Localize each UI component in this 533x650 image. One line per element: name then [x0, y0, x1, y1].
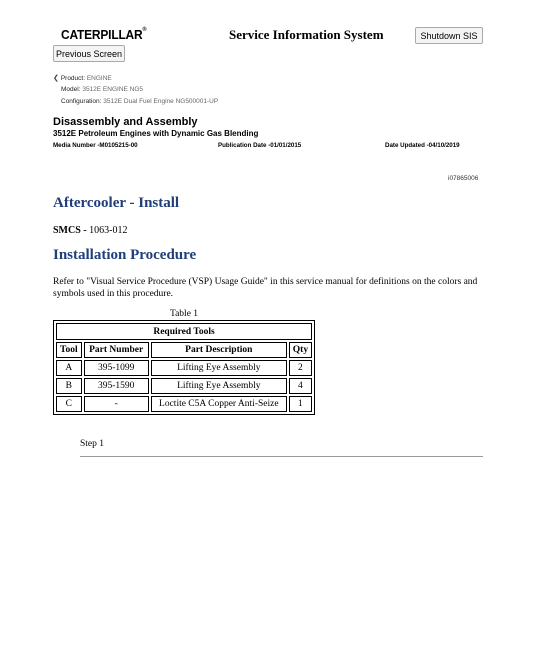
table-cell: -	[84, 396, 149, 412]
column-header: Part Number	[84, 342, 149, 358]
column-header: Part Description	[151, 342, 287, 358]
model-info: Model: 3512E ENGINE NG5	[61, 86, 144, 93]
table-row	[56, 378, 312, 394]
divider	[80, 456, 483, 457]
date-updated: Date Updated -04/10/2019	[385, 142, 460, 149]
procedure-heading: Installation Procedure	[53, 247, 197, 263]
smcs-code: SMCS - 1063-012	[53, 225, 128, 236]
table-caption: Table 1	[169, 309, 199, 319]
table-cell: B	[56, 378, 82, 394]
table-cell: A	[56, 360, 82, 376]
media-number: Media Number -M0105215-00	[53, 142, 138, 149]
page-title: Aftercooler - Install	[53, 195, 180, 211]
table-title: Required Tools	[56, 323, 312, 340]
caterpillar-logo: CATERPILLAR®	[61, 27, 147, 42]
column-header: Tool	[56, 342, 82, 358]
table-cell: C	[56, 396, 82, 412]
column-header: Qty	[289, 342, 312, 358]
table-cell: 2	[289, 360, 312, 376]
model-value: 3512E ENGINE NG5	[82, 86, 144, 93]
app-title: Service Information System	[229, 27, 384, 42]
table-cell: Lifting Eye Assembly	[151, 378, 287, 394]
table-row	[56, 360, 312, 376]
required-tools-table	[53, 320, 315, 415]
table-cell: 1	[289, 396, 312, 412]
table-cell: 395-1590	[84, 378, 149, 394]
section-subtitle: 3512E Petroleum Engines with Dynamic Gas Blending	[53, 129, 259, 138]
chevron-left-icon[interactable]: ❮	[53, 75, 59, 82]
shutdown-sis-button[interactable]: Shutdown SIS	[415, 27, 483, 44]
configuration-value: 3512E Dual Fuel Engine NG500001-UP	[103, 98, 219, 105]
step-label: Step 1	[80, 439, 105, 449]
image-id: i07865006	[448, 175, 479, 182]
previous-screen-button[interactable]: Previous Screen	[53, 45, 125, 62]
table-cell: 4	[289, 378, 312, 394]
intro-paragraph: Refer to "Visual Service Procedure (VSP) Usage Guide" in this service manual for definitions on the colors and symbols used in this procedure.	[53, 277, 478, 299]
section-title: Disassembly and Assembly	[53, 116, 198, 128]
table-cell: Loctite C5A Copper Anti-Seize	[151, 396, 287, 412]
product-info: ❮ Product: ENGINE	[53, 75, 112, 82]
table-cell: 395-1099	[84, 360, 149, 376]
publication-date: Publication Date -01/01/2015	[218, 142, 302, 149]
product-value: ENGINE	[86, 75, 112, 82]
table-row	[56, 396, 312, 412]
configuration-info: Configuration: 3512E Dual Fuel Engine NG500001-UP	[61, 98, 219, 105]
table-cell: Lifting Eye Assembly	[151, 360, 287, 376]
